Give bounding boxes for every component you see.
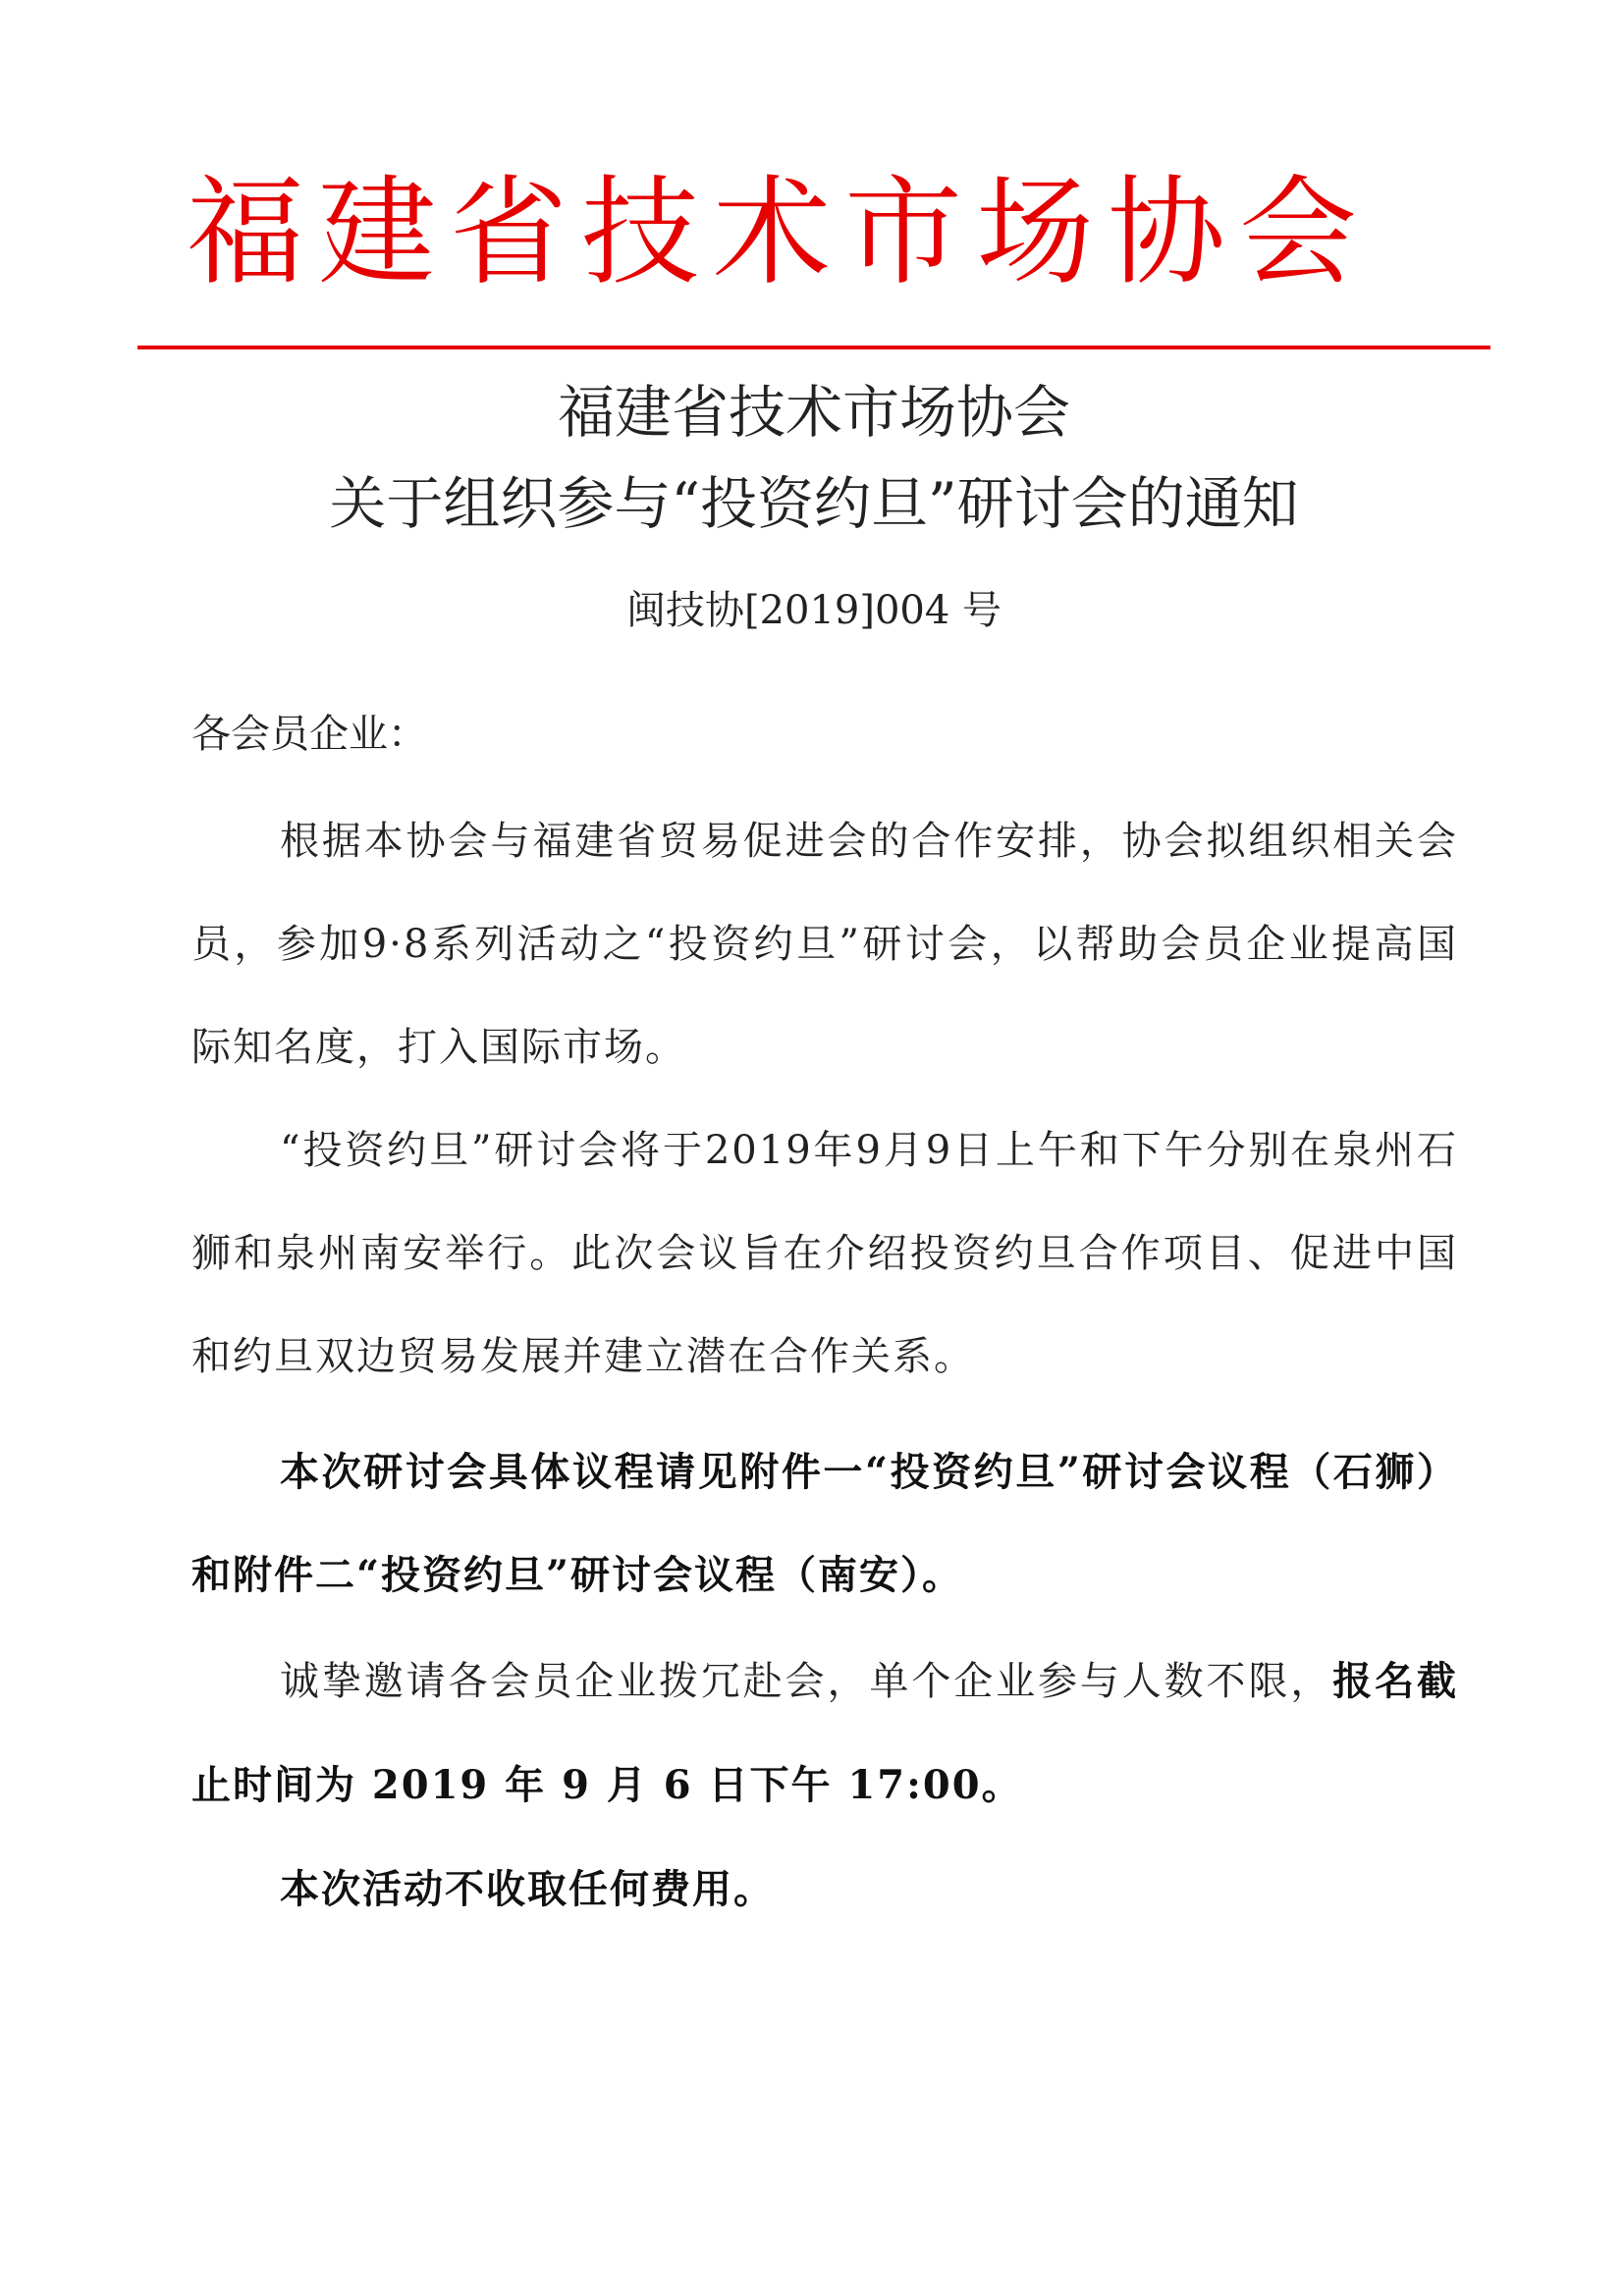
- document-number: 闽技协[2019]004 号: [625, 588, 1002, 633]
- invitation-text: 诚挚邀请各会员企业拨冗赴会，单个企业参与人数不限，: [280, 1659, 1333, 1704]
- document-title-line-2: 关于组织参与“投资约旦”研讨会的通知: [329, 470, 1299, 537]
- paragraph-agenda-attachments: 本次研讨会具体议程请见附件一“投资约旦”研讨会议程（石狮）和附件二“投资约旦”研讨会议程（南安）。: [191, 1449, 1458, 1598]
- letterhead-divider: [137, 346, 1490, 349]
- paragraph-invitation: [191, 1629, 1458, 1838]
- organization-letterhead: 福建省技术市场协会: [187, 165, 1371, 301]
- salutation: 各会员企业：: [191, 712, 427, 757]
- paragraph-free-of-charge: 本次活动不收取任何费用。: [280, 1866, 775, 1912]
- paragraph-cooperation: 根据本协会与福建省贸易促进会的合作安排，协会拟组织相关会员，参加9·8系列活动之“投资约旦”研讨会，以帮助会员企业提高国际知名度，打入国际市场。: [191, 819, 1458, 1070]
- document-title-line-1: 福建省技术市场协会: [557, 379, 1070, 446]
- registration-deadline: 报名截止时间为 2019 年 9 月 6 日下午 17:00。: [191, 1658, 1459, 1808]
- paragraph-seminar-details: “投资约旦”研讨会将于2019年9月9日上午和下午分别在泉州石狮和泉州南安举行。此次会议旨在介绍投资约旦合作项目、促进中国和约旦双边贸易发展并建立潜在合作关系。: [191, 1128, 1458, 1379]
